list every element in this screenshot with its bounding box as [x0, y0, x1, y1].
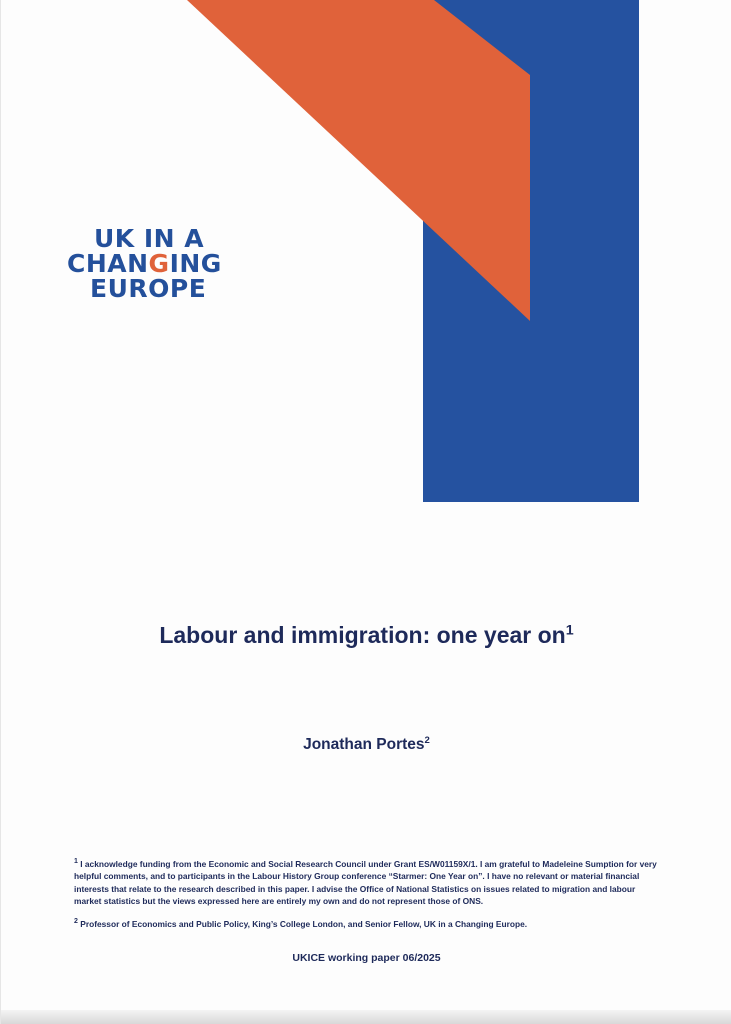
author-footnote-marker: 2: [424, 734, 430, 746]
author-name-text: Jonathan Portes: [303, 736, 425, 753]
logo-line-2-part-1: CHAN: [67, 249, 149, 278]
footnote-1: [74, 858, 664, 907]
title-footnote-marker: 1: [565, 622, 574, 639]
footnote-2: [74, 918, 664, 930]
logo-accent-letter: G: [148, 249, 170, 278]
logo-line-3: EUROPE: [90, 274, 207, 303]
ukice-logo: [67, 226, 227, 301]
logo-line-2-part-2: ING: [169, 249, 222, 278]
paper-title-text: Labour and immigration: one year on: [159, 622, 566, 648]
logo-line-1: UK IN A: [94, 224, 205, 253]
footnotes: [74, 858, 664, 941]
paper-title: [1, 622, 731, 649]
author-name: [1, 736, 731, 754]
footnote-1-text: I acknowledge funding from the Economic and Social Research Council under Grant ES/W01159X/1. I am grateful to Madeleine Sumption for very helpful comments, and to participants in the Labour History Group conference “Starmer: One Year on”. I have no relevant or material financial interests that relate to the research described in this paper. I advise the Office of National Statistics on issues related to migration and labour market statistics but the views expressed here are entirely my own and do not represent those of ONS.: [74, 859, 657, 906]
footnote-1-marker: 1: [74, 858, 78, 866]
logo-line-2: [67, 251, 227, 276]
page-bottom-edge: [1, 1010, 731, 1024]
footnote-2-marker: 2: [74, 918, 78, 926]
working-paper-label: UKICE working paper 06/2025: [292, 952, 441, 964]
footnote-2-text: Professor of Economics and Public Policy, King’s College London, and Senior Fellow, UK in a Changing Europe.: [77, 919, 528, 930]
